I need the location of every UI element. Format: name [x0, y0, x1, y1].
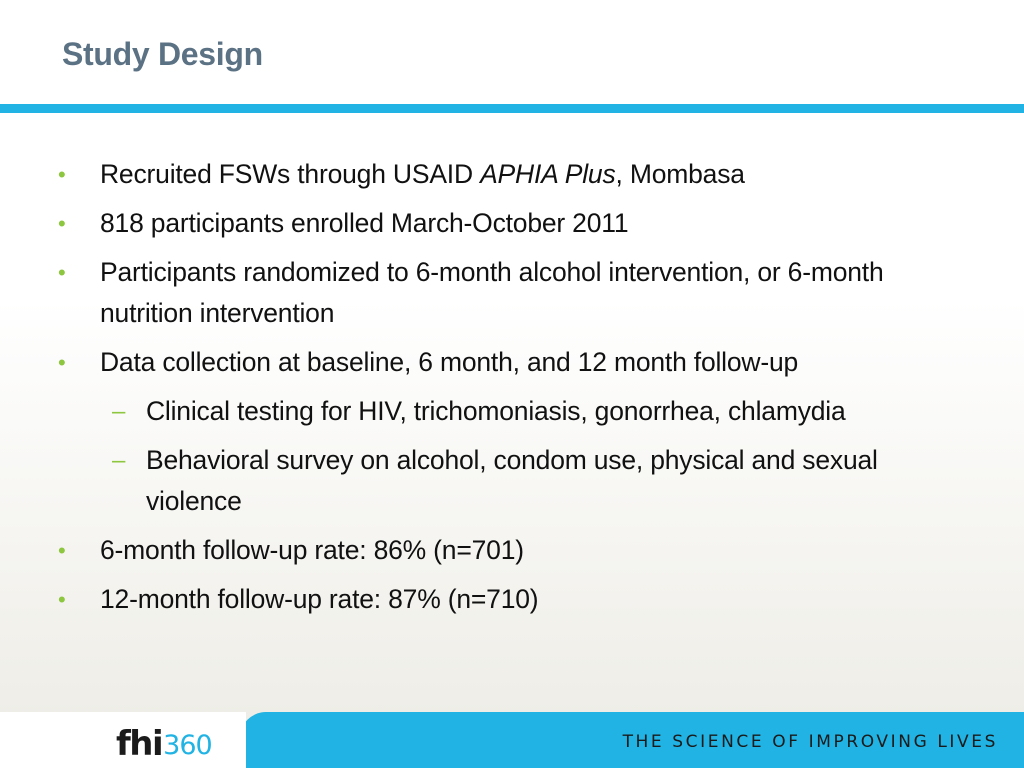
- bullet-marker: •: [58, 538, 66, 563]
- bullet-text: Data collection at baseline, 6 month, and 12 month follow-up: [100, 347, 799, 377]
- tagline-band: [240, 712, 1024, 768]
- logo-text-360: 360: [163, 730, 212, 761]
- tagline: THE SCIENCE OF IMPROVING LIVES: [622, 732, 998, 752]
- sub-bullet-item: [58, 391, 978, 432]
- bullet-item: [58, 342, 978, 383]
- bullet-text: , Mombasa: [615, 159, 745, 189]
- bullet-text: 6-month follow-up rate: 86% (n=701): [100, 535, 524, 565]
- bullet-item: [58, 252, 978, 334]
- bullet-text: 12-month follow-up rate: 87% (n=710): [100, 584, 539, 614]
- bullet-list: [58, 154, 978, 628]
- title-area: [0, 0, 1024, 104]
- sub-bullet-item: [58, 440, 978, 522]
- bullet-text: 818 participants enrolled March-October 2011: [100, 208, 629, 238]
- bullet-text: Clinical testing for HIV, trichomoniasis, gonorrhea, chlamydia: [146, 396, 846, 426]
- sub-bullet-marker: –: [112, 447, 126, 474]
- bullet-text-italic: APHIA Plus: [480, 159, 616, 189]
- bullet-item: [58, 203, 978, 244]
- bullet-item: [58, 530, 978, 571]
- footer: [0, 712, 1024, 768]
- bullet-marker: •: [58, 260, 66, 285]
- bullet-marker: •: [58, 162, 66, 187]
- bullet-text: Behavioral survey on alcohol, condom use, physical and sexual violence: [146, 445, 878, 516]
- logo-text-fhi: fhi: [116, 724, 163, 764]
- title-divider: [0, 104, 1024, 113]
- logo-area: [0, 712, 246, 768]
- bullet-item: [58, 154, 978, 195]
- bullet-text: Recruited FSWs through USAID: [100, 159, 481, 189]
- bullet-marker: •: [58, 211, 66, 236]
- bullet-item: [58, 579, 978, 620]
- slide-title: Study Design: [62, 36, 263, 72]
- fhi360-logo: [116, 722, 212, 762]
- bullet-text: Participants randomized to 6-month alcohol intervention, or 6-month nutrition intervention: [100, 257, 884, 328]
- bullet-marker: •: [58, 350, 66, 375]
- bullet-marker: •: [58, 587, 66, 612]
- sub-bullet-marker: –: [112, 398, 126, 425]
